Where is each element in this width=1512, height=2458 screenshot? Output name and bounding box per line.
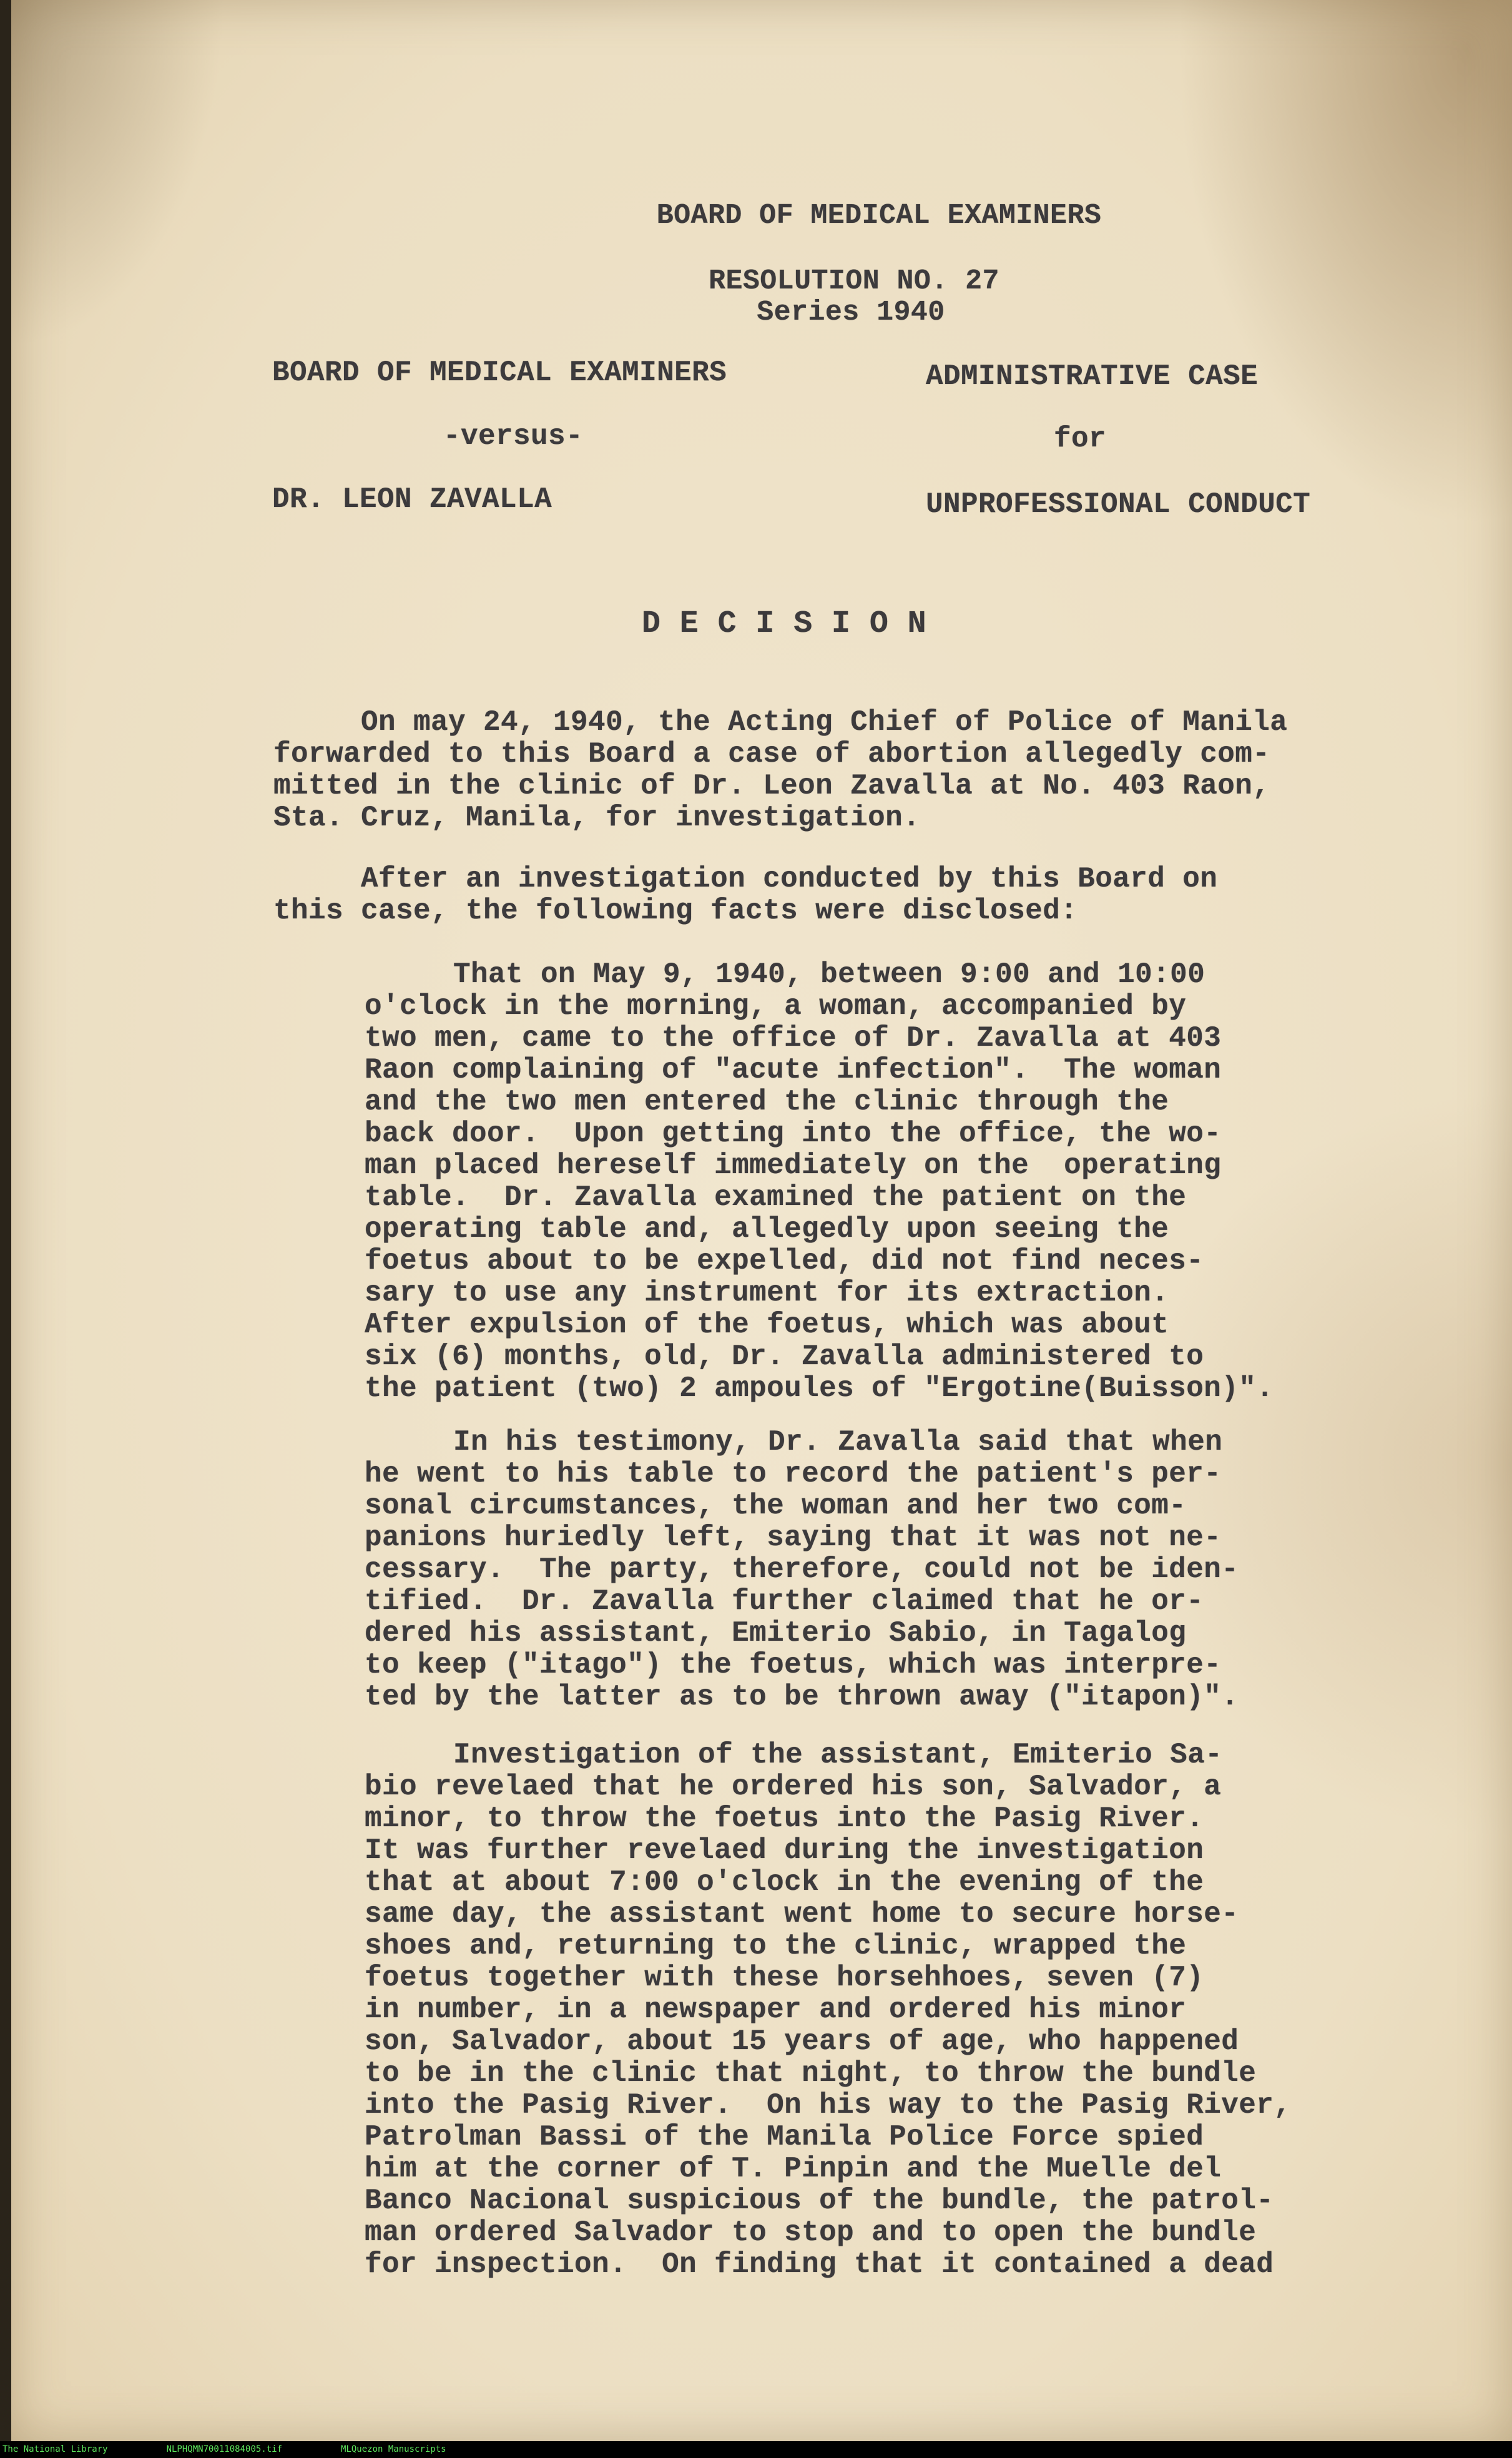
resolution-series: Series 1940 — [757, 297, 945, 328]
case-type: ADMINISTRATIVE CASE — [926, 360, 1259, 393]
complainant: BOARD OF MEDICAL EXAMINERS — [272, 356, 727, 389]
decision-title: D E C I S I O N — [642, 606, 927, 642]
for-label: for — [1054, 423, 1107, 455]
caption-library: The National Library — [2, 2444, 108, 2454]
document-page: BOARD OF MEDICAL EXAMINERS RESOLUTION NO. 27 Series 1940 BOARD OF MEDICAL EXAMINERS ADMINISTRATIVE CASE -versus- for DR. LEON ZAVALLA UNPROFESSIONAL CONDUCT D E C I S I O N On may 24, 1940, the Acting Chief of Police of Manila forwarded to this Board a case of abortion allegedly com- mitted in the clinic of Dr. Leon Zavalla at No. 403 Raon, Sta. Cruz, Manila, for investigation. After an investigation conducted by this Board on this case, the following facts were disclosed: That on May 9, 1940, between 9:00 and 10:00 o'clock in the morning, a woman, accompanied by two men, came to the office of Dr. Zavalla at 403 Raon complaining of "acute infection". The woman and the two men entered the clinic through the back door. Upon getting into the office, the wo- man placed hereself immediately on the operating table. Dr. Zavalla examined the patient on the operating table and, allegedly upon seeing the foetus about to be expelled, did not find neces- sary to use any instrument for its extraction. After expulsion of the foetus, which was about six (6) months, old, Dr. Zavalla administered to the patient (two) 2 ampoules of "Ergotine(Buisson)". In his testimony, Dr. Zavalla said that when he went to his table to record the patient's per- sonal circumstances, the woman and her two com- panions huriedly left, saying that it was not ne- cessary. The party, therefore, could not be iden- tified. Dr. Zavalla further claimed that he or- dered his assistant, Emiterio Sabio, in Tagalog to keep ("itago") the foetus, which was interpre- ted by the latter as to be thrown away ("itapon)". Investigation of the assistant, Emiterio Sa- bio revelaed that he ordered his son, Salvador, a minor, to throw the foetus into the Pasig River. It was further revelaed during the investigation that at about 7:00 o'clock in the evening of the same day, the assistant went home to secure horse- shoes and, returning to the clinic, wrapped the foetus together with these horsehhoes, seven (7) in number, in a newspaper and ordered his minor son, Salvador, about 15 years of age, who happened to be in the clinic that night, to throw the bundle into the Pasig River. On his way to the Pasig River, Patrolman Bassi of the Manila Police Force spied him at the corner of T. Pinpin and the Muelle del Banco Nacional suspicious of the bundle, the patrol- man ordered Salvador to stop and to open the bundle for inspection. On finding that it contained a dead — [11, 0, 1512, 2441]
charge: UNPROFESSIONAL CONDUCT — [926, 488, 1311, 521]
caption-file: NLPHQMN70011084005.tif — [166, 2444, 283, 2454]
versus-label: -versus- — [443, 420, 584, 453]
caption-collection: MLQuezon Manuscripts — [341, 2444, 446, 2454]
scan-caption-bar — [0, 2441, 1512, 2458]
resolution-number: RESOLUTION NO. 27 — [709, 265, 999, 297]
board-heading: BOARD OF MEDICAL EXAMINERS — [656, 200, 1102, 232]
respondent: DR. LEON ZAVALLA — [272, 483, 552, 516]
